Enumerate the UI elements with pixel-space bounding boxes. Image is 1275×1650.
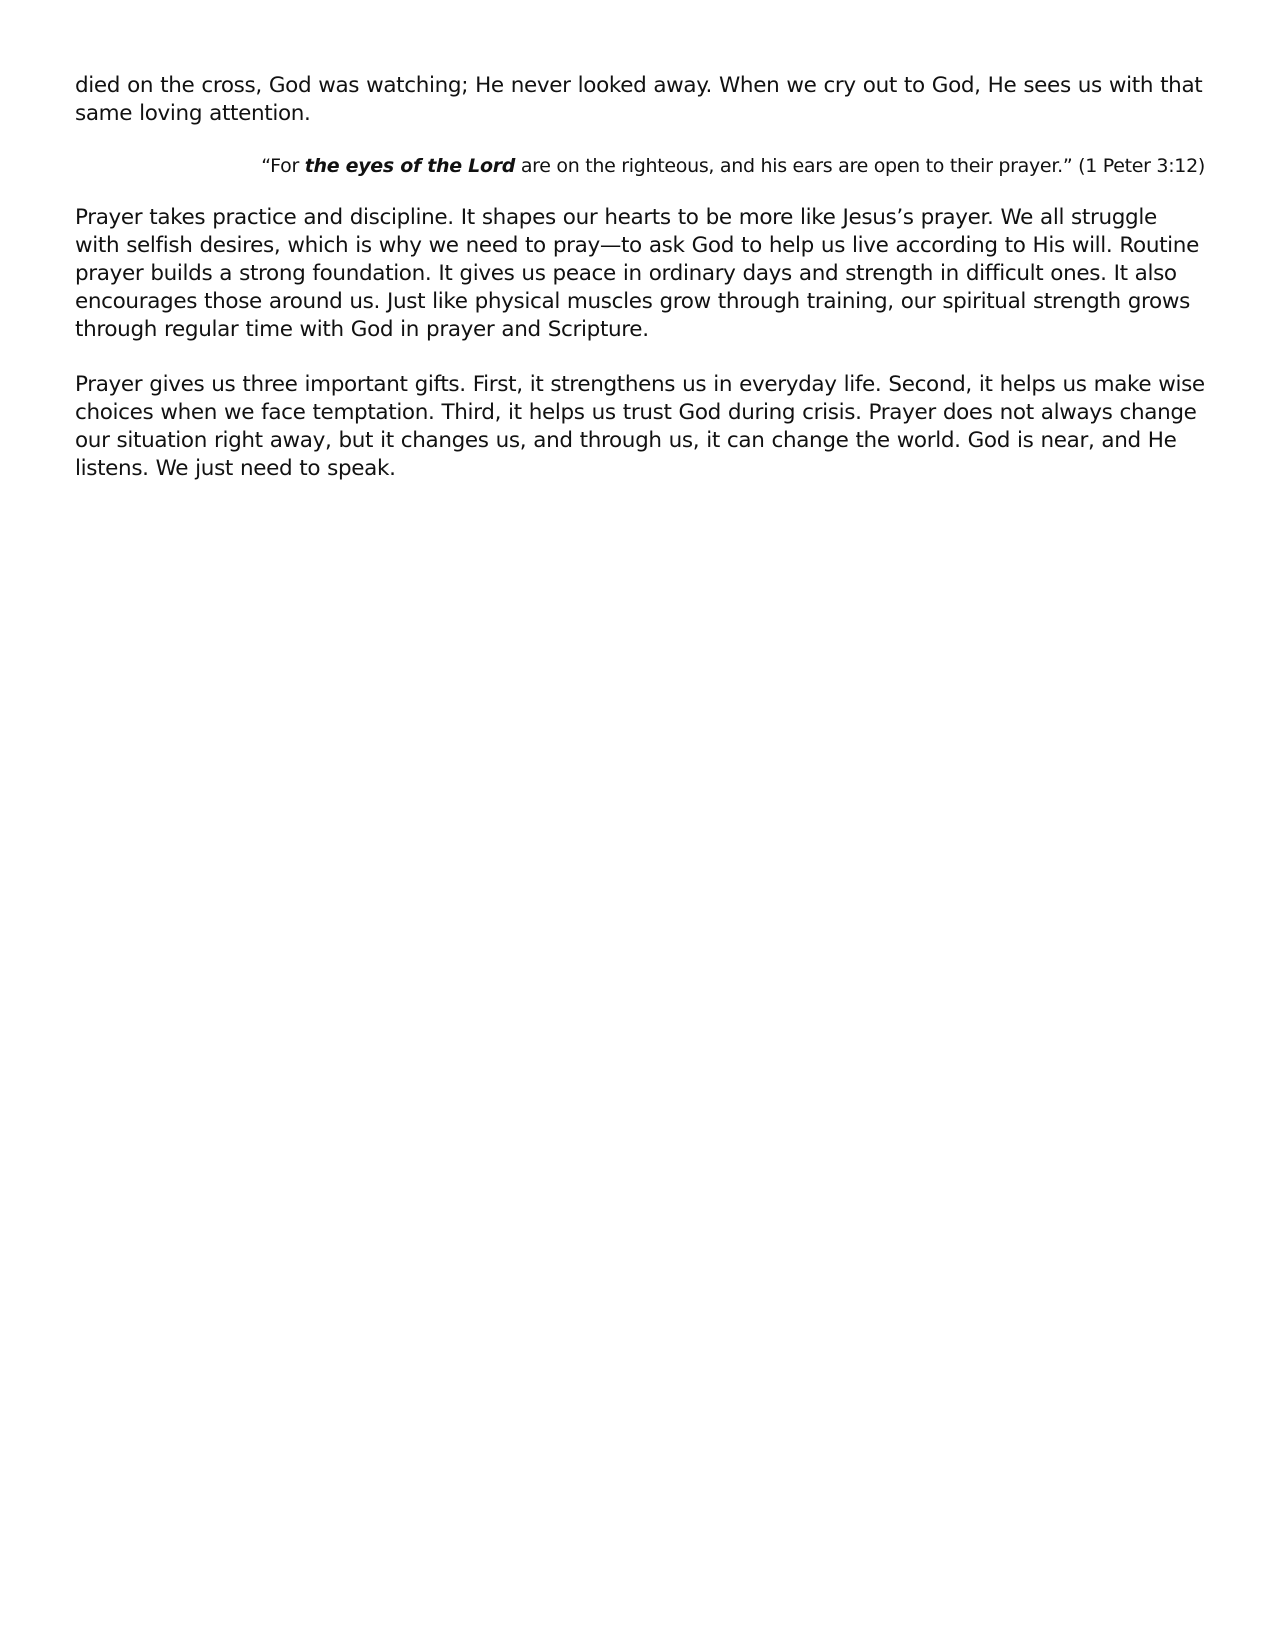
scripture-quote (75, 152, 1205, 180)
quote-rest: are on the righteous, and his ears are open to their prayer.” (1 Peter 3:12) (515, 155, 1205, 177)
document-page (75, 72, 1205, 483)
paragraph-prayer-practice: Prayer takes practice and discipline. It shapes our hearts to be more like Jesus’s prayer. We all struggle with selfish desires, which is why we need to pray—to ask God to help us live according to His will. Routine prayer builds a strong foundation. It gives us peace in ordinary days and strength in difficult ones. It also encourages those around us. Just like physical muscles grow through training, our spiritual strength grows through regular time with God in prayer and Scripture. (75, 205, 1199, 342)
quote-emphasis: the eyes of the Lord (304, 155, 516, 177)
quote-open: “For (261, 155, 305, 177)
paragraph-continued: died on the cross, God was watching; He never looked away. When we cry out to God, He sees us with that same loving attention. (75, 73, 1203, 126)
paragraph-prayer-gifts: Prayer gives us three important gifts. First, it strengthens us in everyday life. Second, it helps us make wise choices when we face temptation. Third, it helps us trust God during crisis. Prayer does not always change our situation right away, but it changes us, and through us, it can change the world. God is near, and He listens. We just need to speak. (75, 372, 1205, 481)
